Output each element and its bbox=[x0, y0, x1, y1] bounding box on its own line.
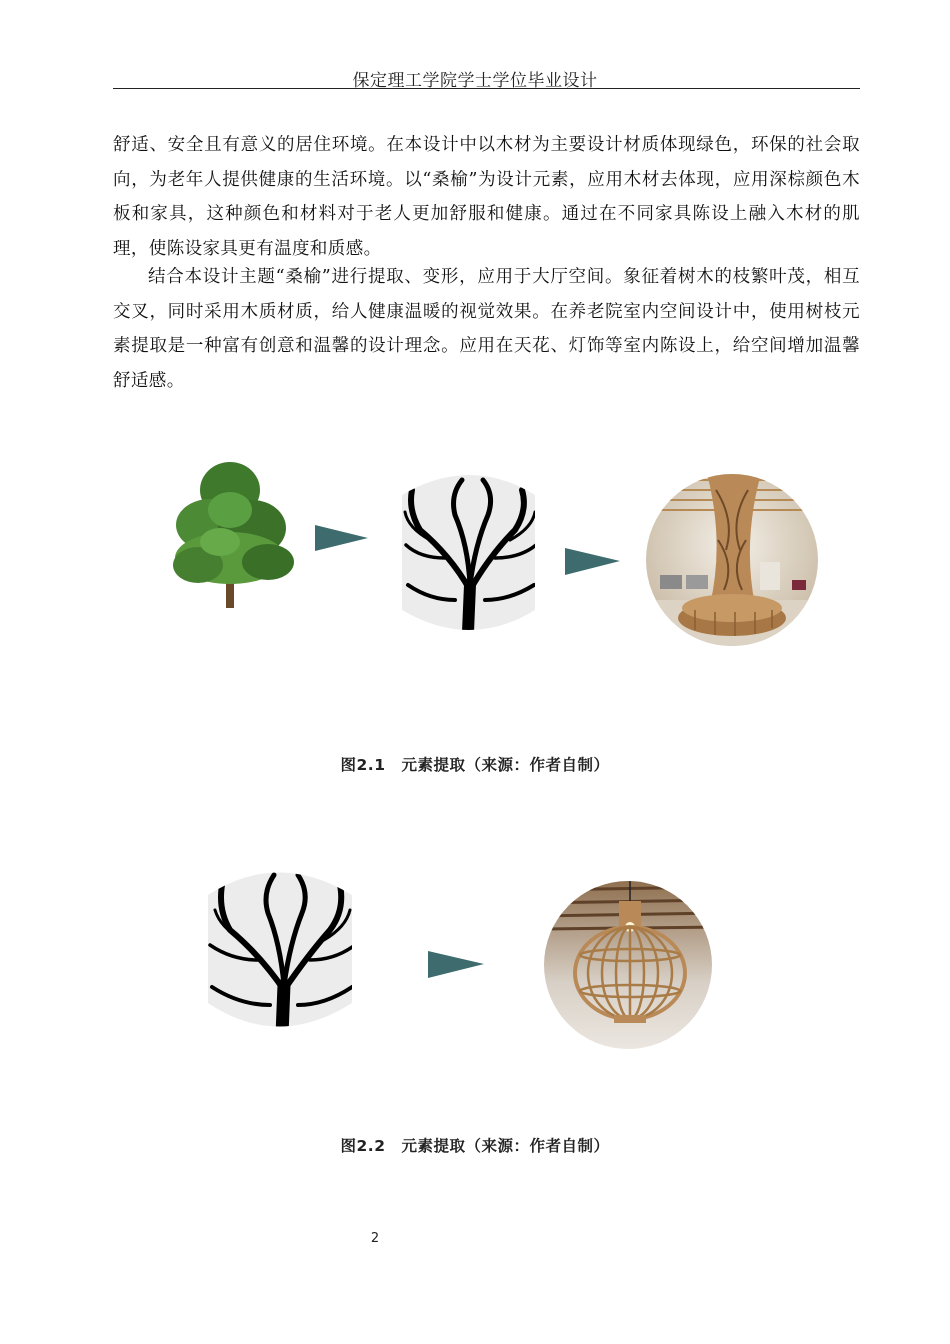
running-header: 保定理工学院学士学位毕业设计 bbox=[352, 71, 598, 91]
page-number: 2 bbox=[370, 1231, 380, 1246]
body-paragraph-2: 结合本设计主题“桑榆”进行提取、变形，应用于大厅空间。象征着树木的枝繁叶茂，相互交叉，同时采用木质材质，给人健康温暖的视觉效果。在养老院室内空间设计中，使用树枝元素提取是一种富有创意和温馨的设计理念。应用在天花、灯饰等室内陈设上，给空间增加温馨舒适感。 bbox=[113, 267, 860, 391]
figure-2-2-caption: 图2.2 元素提取（来源：作者自制） bbox=[340, 1137, 610, 1155]
arrow-3-icon bbox=[428, 951, 484, 978]
arrow-2-icon bbox=[565, 548, 620, 575]
header-rule bbox=[113, 88, 860, 89]
lobby-render bbox=[645, 470, 820, 650]
arrow-1-icon bbox=[315, 525, 368, 551]
tree-silhouette-2 bbox=[208, 873, 355, 1036]
body-paragraph-1: 舒适、安全且有意义的居住环境。在本设计中以木材为主要设计材质体现绿色，环保的社会取向，为老年人提供健康的生活环境。以“桑榆”为设计元素，应用木材去体现，应用深棕颜色木板和家具，这种颜色和材料对于老人更加舒服和健康。通过在不同家具陈设上融入木材的肌理，使陈设家具更有温度和质感。 bbox=[113, 135, 860, 259]
tree-silhouette bbox=[402, 475, 536, 632]
figure-2-1 bbox=[150, 450, 830, 660]
figure-2-1-caption: 图2.1 元素提取（来源：作者自制） bbox=[340, 756, 610, 774]
pendant-lamp-photo bbox=[540, 875, 720, 1055]
tree-photo bbox=[173, 462, 294, 608]
figure-2-2 bbox=[200, 855, 730, 1055]
